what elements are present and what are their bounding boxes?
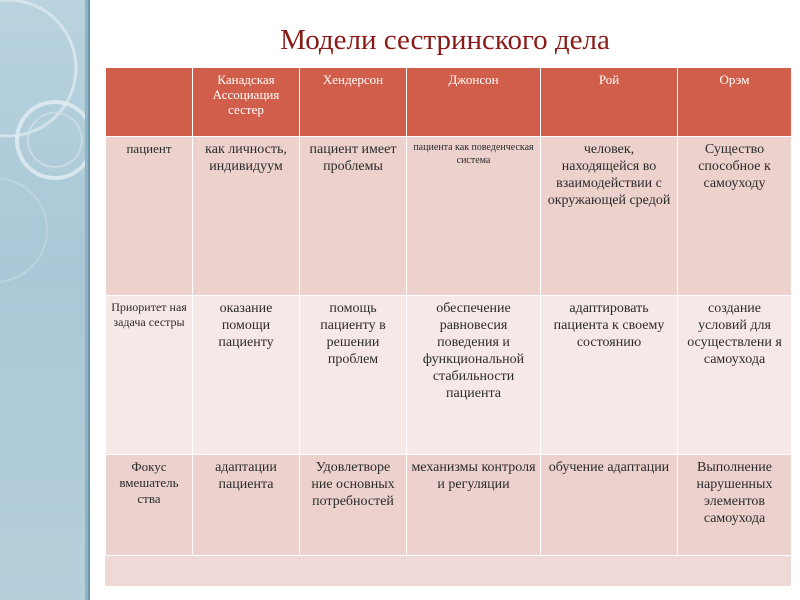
table-cell: механизмы контроля и регуляции [407,455,541,556]
sidebar-circles-decoration [0,0,90,600]
slide-title: Модели сестринского дела [280,24,610,56]
table-cell: Выполнение нарушенных элементов самоухода [678,455,792,556]
table-cell: помощь пациенту в решении проблем [300,296,407,455]
table-cell: Существо способное к самоуходу [678,137,792,296]
header-cell-roy: Рой [541,68,678,137]
decorative-sidebar [0,0,90,600]
table-cell: как личность, индивидуум [193,137,300,296]
table-cell: создание условий для осуществлени я самоухода [678,296,792,455]
table-cell: адаптации пациента [193,455,300,556]
table-row [106,455,792,556]
table-cell: адаптировать пациента к своему состоянию [541,296,678,455]
table-cell: Удовлетворе ние основных потребностей [300,455,407,556]
table-header-row [106,68,792,137]
row-label-priority-task: Приоритет ная задача сестры [106,296,193,455]
table-container [105,67,791,586]
table-cell: пациент имеет проблемы [300,137,407,296]
table-cell: обучение адаптации [541,455,678,556]
table-row [106,296,792,455]
nursing-models-table [105,67,792,556]
table-row [106,137,792,296]
header-cell-empty [106,68,193,137]
table-cell: пациента как поведенческая система [407,137,541,296]
header-cell-orem: Орэм [678,68,792,137]
table-cell: оказание помощи пациенту [193,296,300,455]
header-cell-johnson: Джонсон [407,68,541,137]
table-cell: человек, находящейся во взаимодействии с окружающей средой [541,137,678,296]
header-cell-canadian-association: Канадская Ассоциация сестер [193,68,300,137]
row-label-intervention-focus: Фокус вмешатель ства [106,455,193,556]
row-label-patient: пациент [106,137,193,296]
sidebar-edge [88,0,90,600]
table-cell: обеспечение равновесия поведения и функциональной стабильности пациента [407,296,541,455]
header-cell-henderson: Хендерсон [300,68,407,137]
